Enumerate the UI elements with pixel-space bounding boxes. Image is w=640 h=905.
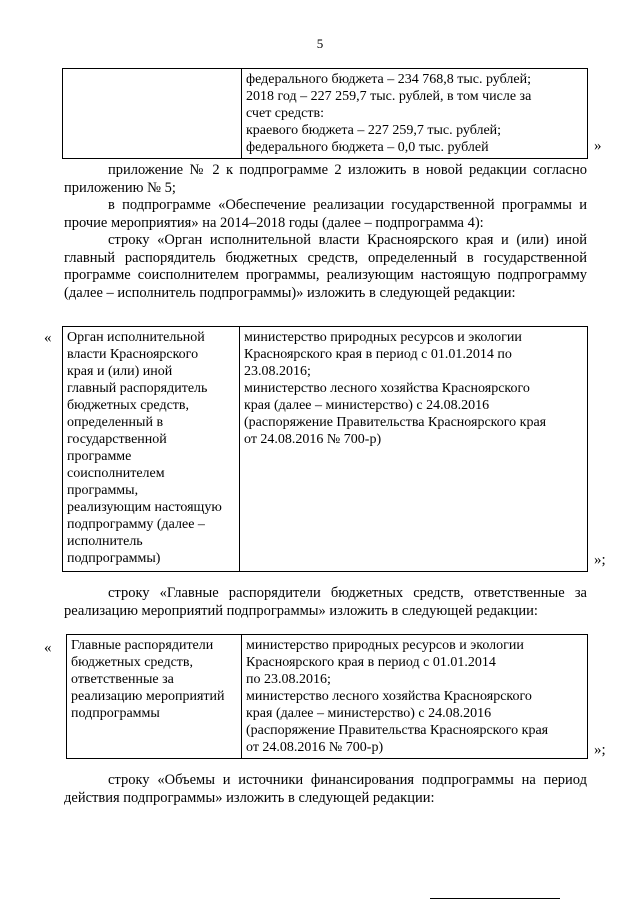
cell-line: государственной [67,432,167,447]
cell-line: реализацию мероприятий [71,689,225,704]
table1-left-cell [63,69,242,159]
cell-line: реализующим настоящую [67,500,222,515]
page-number: 5 [316,36,324,51]
cell-line: от 24.08.2016 № 700-р) [244,432,382,447]
table3-left-cell [67,635,242,759]
cell-line: министерство лесного хозяйства Красноярского [244,381,530,396]
cell-line: бюджетных средств, [67,398,190,413]
cell-line: Орган исполнительной [67,330,205,345]
table2-right-cell [240,327,588,572]
cell-line: власти Красноярского [67,347,199,362]
paragraph-row-financing: строку «Объемы и источники финансирования подпрограммы на период действия подпрограммы» изложить в следующей редакции: [64,772,587,806]
cell-line: счет средств: [246,106,325,121]
table2-left-cell [63,327,240,572]
cell-line: от 24.08.2016 № 700-р) [246,740,384,755]
paragraph-appendix: приложение № 2 к подпрограмме 2 изложить в новой редакции согласно приложению № 5; [64,162,587,196]
cell-line: подпрограммы) [67,551,161,566]
cell-line: определенный в [67,415,164,430]
table2-open-quote: « [44,330,52,346]
cell-line: программе [67,449,132,464]
cell-line: министерство природных ресурсов и экологии [246,638,524,653]
table2-close-quote: »; [594,552,606,568]
table-managers [66,634,588,759]
table1-close-quote: » [594,138,602,154]
paragraph-row-executor: строку «Орган исполнительной власти Красноярского края и (или) иной главный распорядитель бюджетных средств, определенный в государственной программе соисполнителем программы, реализующим настоящую подпрограмму (далее – исполнитель подпрограммы)» изложить в следующей редакции: [64,232,587,301]
cell-line: министерство природных ресурсов и экологии [244,330,522,345]
cell-line: федерального бюджета – 234 768,8 тыс. рублей; [246,72,531,87]
cell-line: программы, [67,483,139,498]
cell-line: Красноярского края в период с 01.01.2014 [246,655,496,670]
bottom-rule [430,898,560,899]
cell-line: Главные распорядители [71,638,214,653]
cell-line: (распоряжение Правительства Красноярского края [246,723,549,738]
cell-line: по 23.08.2016; [246,672,331,687]
cell-line: главный распорядитель [67,381,208,396]
cell-line: министерство лесного хозяйства Красноярского [246,689,532,704]
cell-line: ответственные за [71,672,174,687]
cell-line: края (далее – министерство) с 24.08.2016 [246,706,492,721]
cell-line: края и (или) иной [67,364,173,379]
table1-right-cell [242,69,588,159]
cell-line: подпрограммы [71,706,160,721]
paragraph-subprogram4: в подпрограмме «Обеспечение реализации государственной программы и прочие мероприятия» на 2014–2018 годы (далее – подпрограмма 4): [64,197,587,231]
cell-line: исполнитель [67,534,143,549]
cell-line: бюджетных средств, [71,655,194,670]
table-budget-continuation [62,68,588,159]
table3-close-quote: »; [594,742,606,758]
table3-open-quote: « [44,640,52,656]
cell-line: краевого бюджета – 227 259,7 тыс. рублей; [246,123,502,138]
cell-line: (распоряжение Правительства Красноярского края [244,415,547,430]
cell-line: Красноярского края в период с 01.01.2014 по [244,347,512,362]
cell-line: подпрограмму (далее – [67,517,205,532]
cell-line: 23.08.2016; [244,364,311,379]
table3-right-cell [242,635,588,759]
cell-line: 2018 год – 227 259,7 тыс. рублей, в том числе за [246,89,532,104]
cell-line: соисполнителем [67,466,165,481]
cell-line: федерального бюджета – 0,0 тыс. рублей [246,140,489,155]
table-executor [62,326,588,572]
paragraph-row-managers: строку «Главные распорядители бюджетных средств, ответственные за реализацию мероприятий подпрограммы» изложить в следующей редакции: [64,585,587,619]
cell-line: края (далее – министерство) с 24.08.2016 [244,398,490,413]
